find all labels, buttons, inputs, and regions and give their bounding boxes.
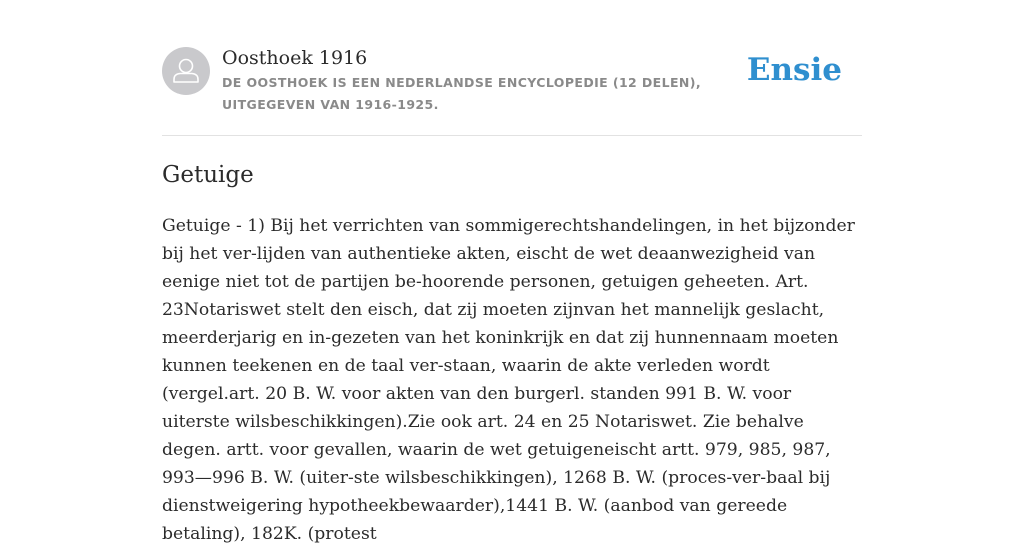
source-header (162, 46, 862, 116)
article-title: Getuige (162, 162, 254, 188)
source-title[interactable]: Oosthoek 1916 (222, 47, 368, 69)
user-silhouette-icon[interactable] (162, 47, 210, 95)
article-body: Getuige - 1) Bij het verrichten van sommigerechtshandelingen, in het bijzonder bij het ver-lijden van authentieke akten, eischt de wet deaanwezigheid van eenige niet tot de partijen be-hoorende personen, getuigen geheeten. Art. 23Notariswet stelt den eisch, dat zij moeten zijnvan het mannelijk geslacht, meerderjarig en in-gezeten van het koninkrijk en dat zij hunnennaam moeten kunnen teekenen en de taal ver-staan, waarin de akte verleden wordt (vergel.art. 20 B. W. voor akten van den burgerl. standen 991 B. W. voor uiterste wilsbeschikkingen).Zie ook art. 24 en 25 Notariswet. Zie behalve degen. artt. voor gevallen, waarin de wet getuigeneischt artt. 979, 985, 987, 993—996 B. W. (uiter-ste wilsbeschikkingen), 1268 B. W. (proces-ver-baal bij dienstweigering hypotheekbewaarder),1441 B. W. (aanbod van gereede betaling), 182K. (protest (162, 216, 855, 544)
header-divider (162, 135, 862, 136)
source-description: DE OOSTHOEK IS EEN NEDERLANDSE ENCYCLOPEDIE (12 DELEN), UITGEGEVEN VAN 1916-1925. (222, 75, 702, 112)
brand-logo[interactable]: Ensie (746, 52, 842, 88)
